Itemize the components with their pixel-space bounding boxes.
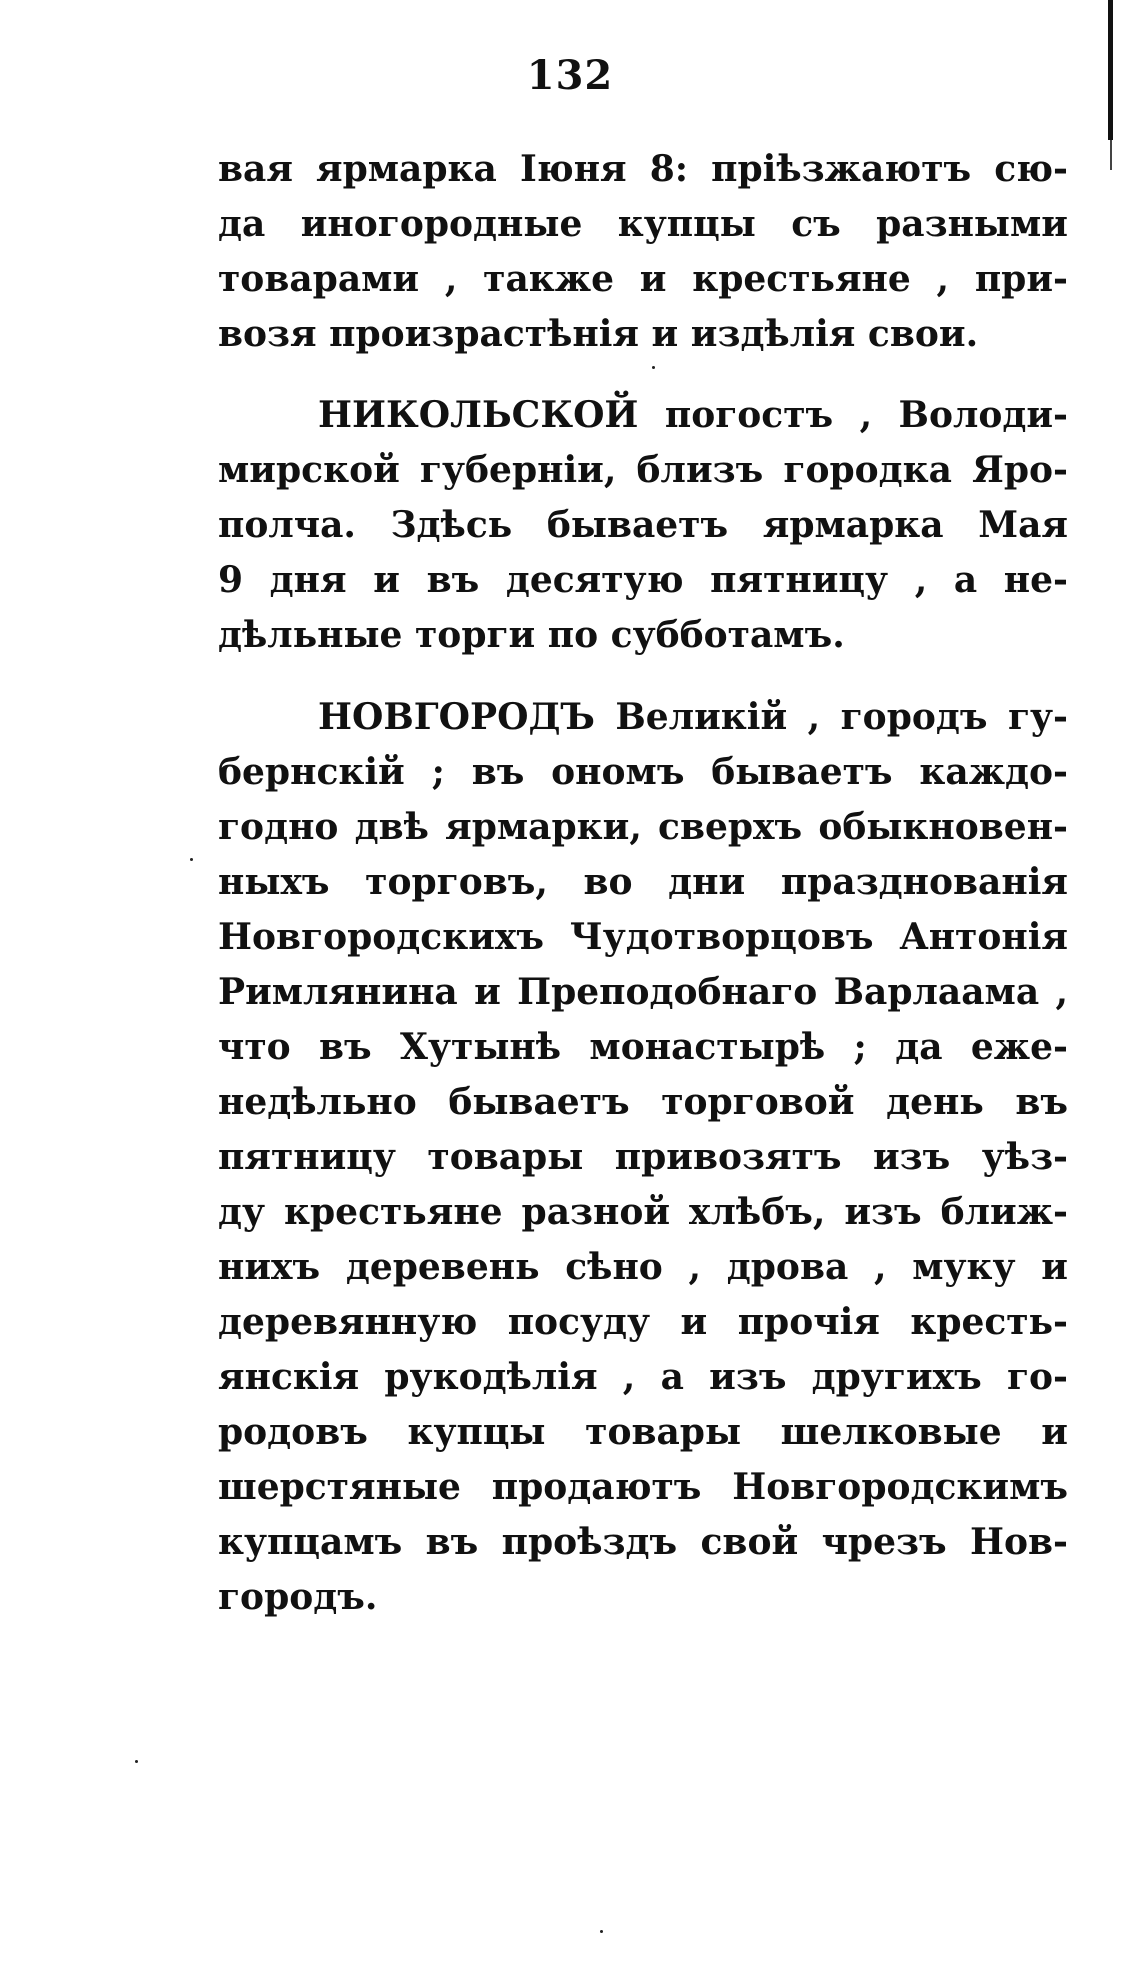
text-line: деревянную посуду и прочія кресть- [218,1301,1068,1343]
text-line: мирской губерніи, близъ городка Яро- [218,449,1068,491]
paragraph-novgorod [218,690,1068,1625]
text-line: шерстяные продаютъ Новгородскимъ [218,1466,1068,1508]
text-line: возя произрастѣнія и издѣлія свои. [218,313,979,355]
scan-speck [190,858,193,861]
text-line: что въ Хутынѣ монастырѣ ; да еже- [218,1026,1068,1068]
text-line: недѣльно бываетъ торговой день въ [218,1081,1068,1123]
scan-speck [600,1930,603,1933]
text-line: Новгородскихъ Чудотворцовъ Антонія [218,916,1068,958]
text-line: купцамъ въ проѣздъ свой чрезъ Нов- [218,1521,1068,1563]
text-line: полча. Здѣсь бываетъ ярмарка Мая [218,504,1068,546]
text-line: товарами , также и крестьяне , при- [218,258,1068,300]
text-line: ду крестьяне разной хлѣбъ, изъ ближ- [218,1191,1068,1233]
text-line: НИКОЛЬСКОЙ погостъ , Володи- [318,394,1068,436]
text-line: городъ. [218,1576,378,1618]
text-line: вая ярмарка Іюня 8: пріѣзжаютъ сю- [218,148,1068,190]
text-line: бернскій ; въ ономъ бываетъ каждо- [218,751,1068,793]
text-line: Римлянина и Преподобнаго Варлаама , [218,971,1068,1013]
text-line: дѣльные торги по субботамъ. [218,614,845,656]
text-line: родовъ купцы товары шелковые и [218,1411,1068,1453]
text-line: годно двѣ ярмарки, сверхъ обыкновен- [218,806,1068,848]
text-line: нихъ деревень сѣно , дрова , муку и [218,1246,1068,1288]
paragraph-continuation [218,142,1068,362]
page-number: 132 [526,52,614,99]
text-line: да иногородные купцы съ разными [218,203,1068,245]
text-line: 9 дня и въ десятую пятницу , а не- [218,559,1068,601]
text-line: пятницу товары привозятъ изъ уѣз- [218,1136,1068,1178]
text-line: ныхъ торговъ, во дни празднованія [218,861,1068,903]
text-line: янскія рукодѣлія , а изъ другихъ го- [218,1356,1068,1398]
scan-speck [135,1760,138,1763]
paragraph-nikolskoy [218,388,1068,663]
text-line: НОВГОРОДЪ Великій , городъ гу- [318,696,1068,738]
page-edge-mark-thin [1110,140,1112,170]
scan-speck [652,366,655,369]
